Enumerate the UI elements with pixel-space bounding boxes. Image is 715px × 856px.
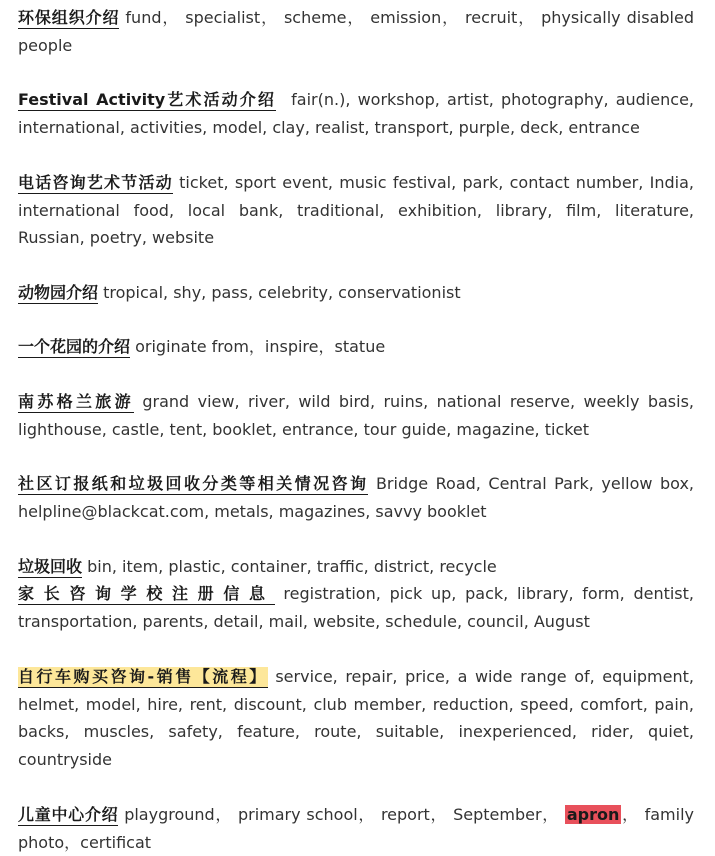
entry-words: originate from，inspire，statue	[135, 337, 386, 356]
entry-words: ticket, sport event, music festival, park, contact number, India, international food, local bank, traditional, exhibition, library, film, literature, Russian, poetry, website	[18, 173, 694, 247]
entry-words: service, repair, price, a wide range of, equipment, helmet, model, hire, rent, discount, club member, reduction, speed, comfort, pain, backs, muscles, safety, feature, route, suitable, inexperienced, rider, quiet, countryside	[18, 667, 694, 769]
entry-environment-org	[18, 4, 694, 59]
entry-words: grand view, river, wild bird, ruins, national reserve, weekly basis, lighthouse, castle, tent, booklet, entrance, tour guide, magazine, ticket	[18, 392, 694, 439]
entry-words: fund， specialist， scheme， emission， recruit， physically disabled people	[18, 8, 694, 55]
entry-words: registration, pick up, pack, library, form, dentist, transportation, parents, detail, mail, website, schedule, council, August	[18, 584, 694, 631]
entry-title: 儿童中心介绍	[18, 805, 119, 824]
entry-title: Festival Activity艺术活动介绍	[18, 90, 276, 109]
entry-title: 电话咨询艺术节活动	[18, 173, 173, 192]
entry-south-scotland	[18, 388, 694, 443]
entry-words-before: playground， primary school， report， September，	[124, 805, 559, 824]
entry-title: 动物园介绍	[18, 283, 99, 302]
entry-words: tropical, shy, pass, celebrity, conservationist	[103, 283, 461, 302]
entry-words: fair(n.), workshop, artist, photography, audience, international, activities, model, clay, realist, transport, purple, deck, entrance	[18, 90, 694, 137]
entry-title: 社区订报纸和垃圾回收分类等相关情况咨询	[18, 474, 369, 493]
entry-bike-purchase	[18, 663, 694, 773]
entry-words: Bridge Road, Central Park, yellow box, helpline@blackcat.com, metals, magazines, savvy booklet	[18, 474, 694, 521]
entry-title: 自行车购买咨询-销售【流程】	[18, 667, 268, 686]
entry-title: 家长咨询学校注册信息	[18, 584, 275, 603]
entry-words-after: ， family photo，certificat	[18, 805, 694, 852]
entry-school-registration	[18, 580, 694, 635]
entry-title: 南苏格兰旅游	[18, 392, 134, 411]
entry-title: 垃圾回收	[18, 557, 83, 576]
entry-title: 一个花园的介绍	[18, 337, 131, 356]
entry-phone-inquiry-festival	[18, 169, 694, 252]
entry-festival-activity	[18, 86, 694, 141]
highlighted-word: apron	[566, 805, 620, 824]
entry-children-center	[18, 801, 694, 856]
entry-words: bin, item, plastic, container, traffic, district, recycle	[87, 557, 497, 576]
entry-zoo	[18, 279, 694, 307]
entry-garden	[18, 333, 694, 361]
entry-recycling	[18, 553, 694, 581]
entry-title: 环保组织介绍	[18, 8, 120, 27]
entry-community-newspaper	[18, 470, 694, 525]
